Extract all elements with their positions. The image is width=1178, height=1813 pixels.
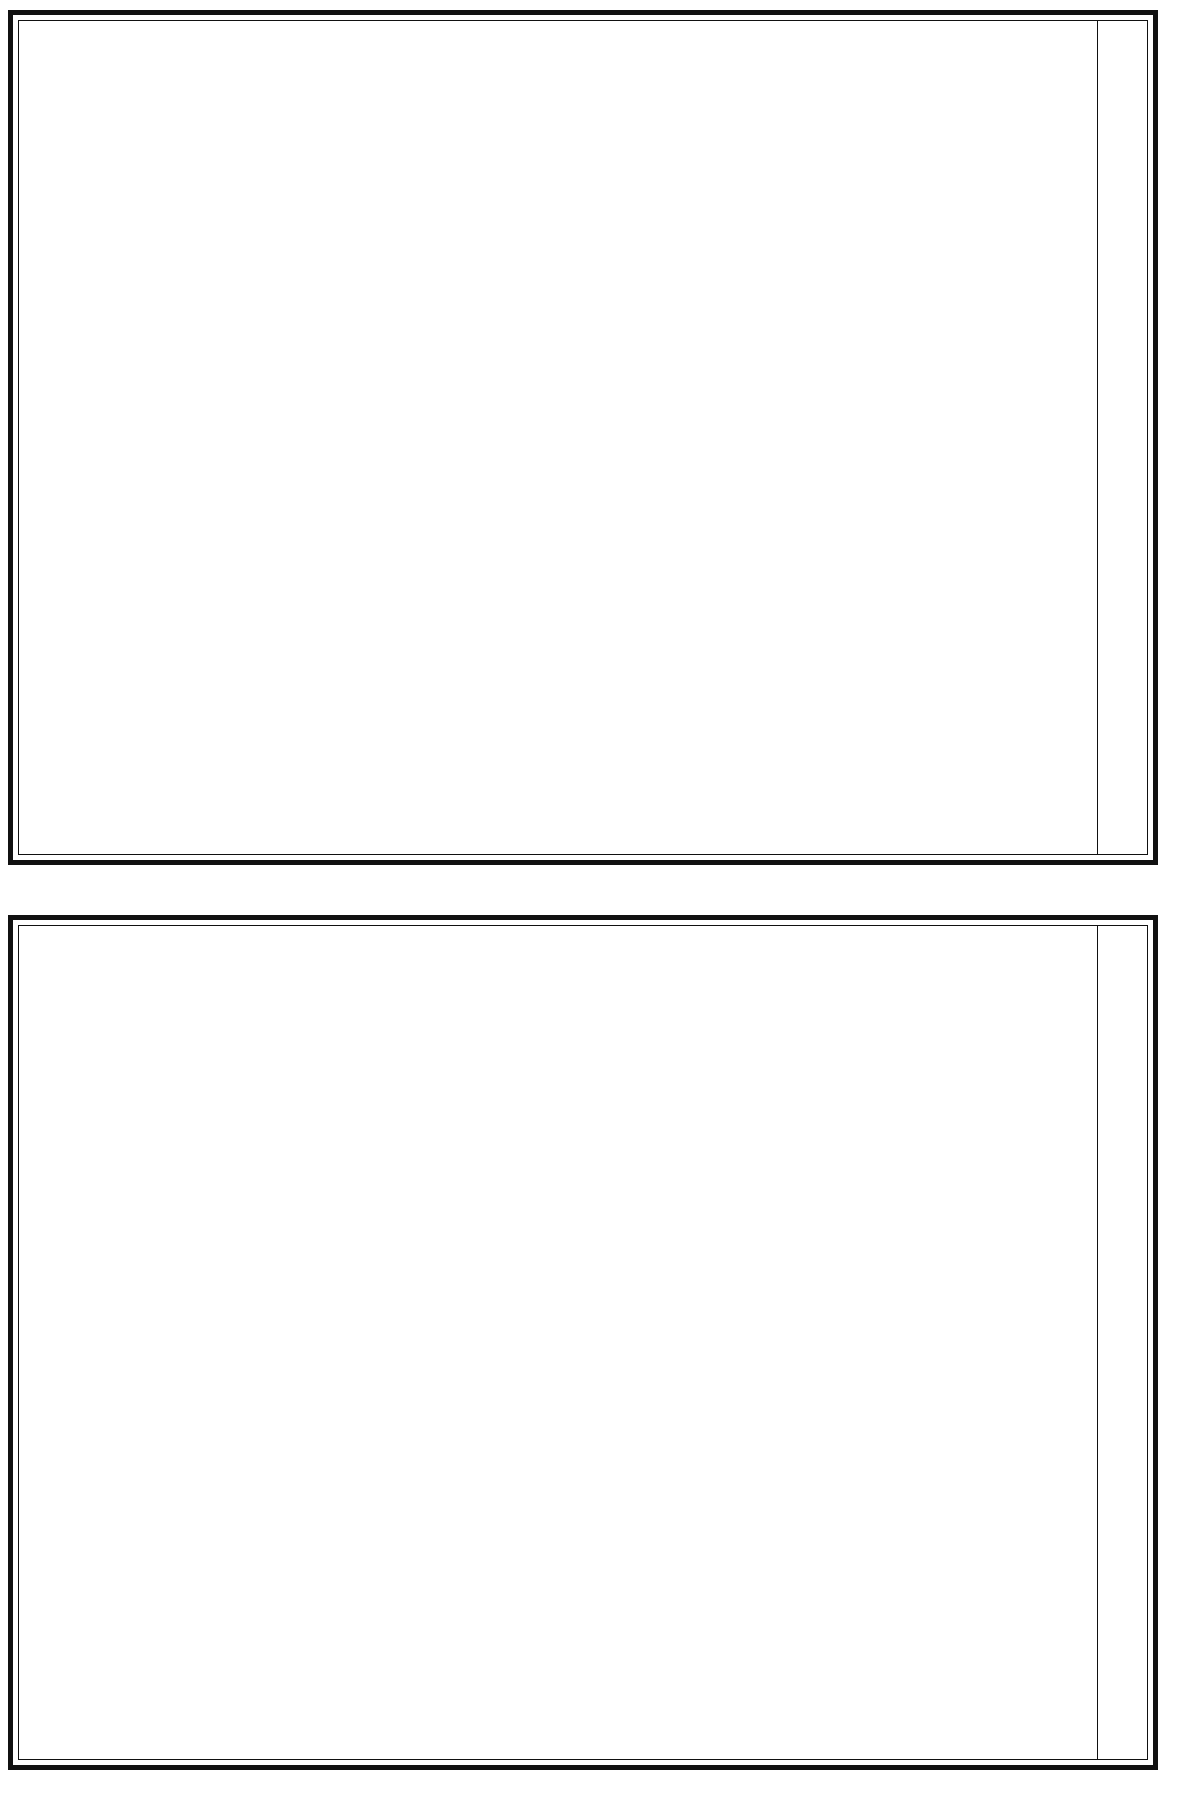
page-bottom: [8, 915, 1158, 1770]
page-bottom-columns: [19, 926, 1147, 1759]
page-top: [8, 10, 1158, 865]
page-top-columns: [19, 21, 1147, 854]
right-margin: [1097, 926, 1147, 1759]
right-margin: [1097, 21, 1147, 854]
